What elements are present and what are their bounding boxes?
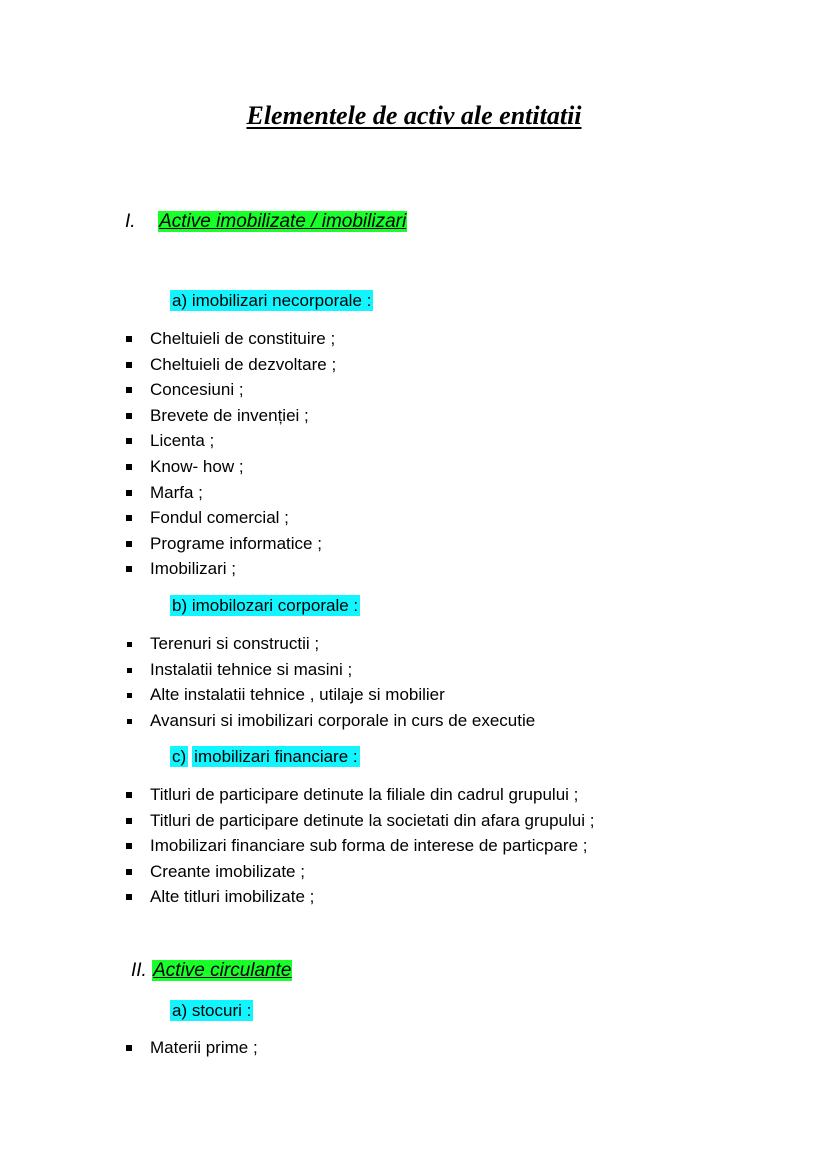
list-item (0, 682, 535, 708)
bullet-icon (126, 464, 132, 470)
list-item-text: Fondul comercial ; (150, 508, 289, 528)
list-item (0, 657, 535, 683)
list-item (0, 480, 336, 506)
list-item-text: Imobilizari ; (150, 559, 236, 579)
list-item (0, 531, 336, 557)
bullet-icon (126, 541, 132, 547)
list-item (0, 1035, 258, 1061)
item-list-necorporale (0, 326, 336, 582)
bullet-icon (126, 362, 132, 368)
list-item (0, 833, 594, 859)
bullet-icon (126, 336, 132, 342)
list-item-text: Instalatii tehnice si masini ; (150, 659, 353, 679)
item-list-corporale (0, 631, 535, 733)
list-item (0, 377, 336, 403)
list-item (0, 326, 336, 352)
list-item (0, 808, 594, 834)
bullet-icon (126, 843, 132, 849)
bullet-icon (127, 642, 132, 647)
bullet-icon (126, 869, 132, 875)
bullet-icon (127, 668, 132, 673)
subsection-heading-c (170, 745, 360, 769)
section-title: Active imobilizate / imobilizari (159, 211, 407, 232)
subsection-prefix: c) (172, 747, 187, 766)
bullet-icon (127, 693, 132, 698)
bullet-icon (126, 792, 132, 798)
list-item (0, 454, 336, 480)
section-heading-1 (125, 208, 407, 236)
subsection-heading-b (170, 594, 360, 618)
list-item (0, 884, 594, 910)
bullet-icon (126, 490, 132, 496)
list-item-text: Materii prime ; (150, 1038, 258, 1057)
bullet-icon (126, 387, 132, 393)
bullet-icon (126, 818, 132, 824)
item-list-stocuri (0, 1035, 258, 1061)
bullet-icon (126, 413, 132, 419)
list-item-text: Know- how ; (150, 456, 244, 476)
list-item-text: Alte titluri imobilizate ; (150, 887, 315, 907)
list-item (0, 556, 336, 582)
list-item-text: Creante imobilizate ; (150, 861, 305, 881)
bullet-icon (126, 438, 132, 444)
list-item-text: Terenuri si constructii ; (150, 634, 320, 653)
subsection-title: a) imobilizari necorporale : (172, 291, 372, 310)
list-item (0, 505, 336, 531)
list-item-text: Programe informatice ; (150, 533, 322, 553)
list-item-text: Marfa ; (150, 482, 203, 502)
list-item (0, 782, 594, 808)
document-title: Elementele de activ ale entitatii (246, 101, 582, 130)
list-item (0, 708, 535, 734)
list-item-text: Titluri de participare detinute la societati din afara grupului ; (150, 810, 595, 830)
section-heading-2 (131, 957, 292, 985)
subsection-heading-a (170, 289, 373, 313)
subsection-title: b) imobilozari corporale : (172, 596, 359, 615)
bullet-icon (126, 1045, 132, 1051)
list-item-text: Alte instalatii tehnice , utilaje si mobilier (150, 685, 445, 705)
list-item-text: Cheltuieli de constituire ; (150, 329, 336, 348)
subsection-heading-stocuri (170, 999, 253, 1023)
list-item (0, 352, 336, 378)
bullet-icon (126, 515, 132, 521)
item-list-financiare (0, 782, 594, 910)
list-item-text: Titluri de participare detinute la filiale din cadrul grupului ; (150, 785, 579, 804)
list-item-text: Brevete de invenției ; (150, 405, 309, 425)
list-item (0, 403, 336, 429)
bullet-icon (126, 566, 132, 572)
bullet-icon (126, 894, 132, 900)
list-item-text: Avansuri si imobilizari corporale in curs de executie (150, 710, 536, 730)
subsection-title: a) stocuri : (172, 1001, 252, 1020)
list-item-text: Concesiuni ; (150, 380, 244, 400)
section-number: II. (131, 960, 147, 981)
list-item-text: Cheltuieli de dezvoltare ; (150, 354, 337, 374)
list-item-text: Licenta ; (150, 431, 215, 451)
list-item (0, 631, 535, 657)
subsection-title: imobilizari financiare : (194, 747, 358, 766)
section-number: I. (125, 211, 136, 232)
list-item (0, 428, 336, 454)
section-title: Active circulante (153, 960, 292, 981)
list-item-text: Imobilizari financiare sub forma de interese de particpare ; (150, 836, 588, 856)
list-item (0, 859, 594, 885)
bullet-icon (127, 719, 132, 724)
